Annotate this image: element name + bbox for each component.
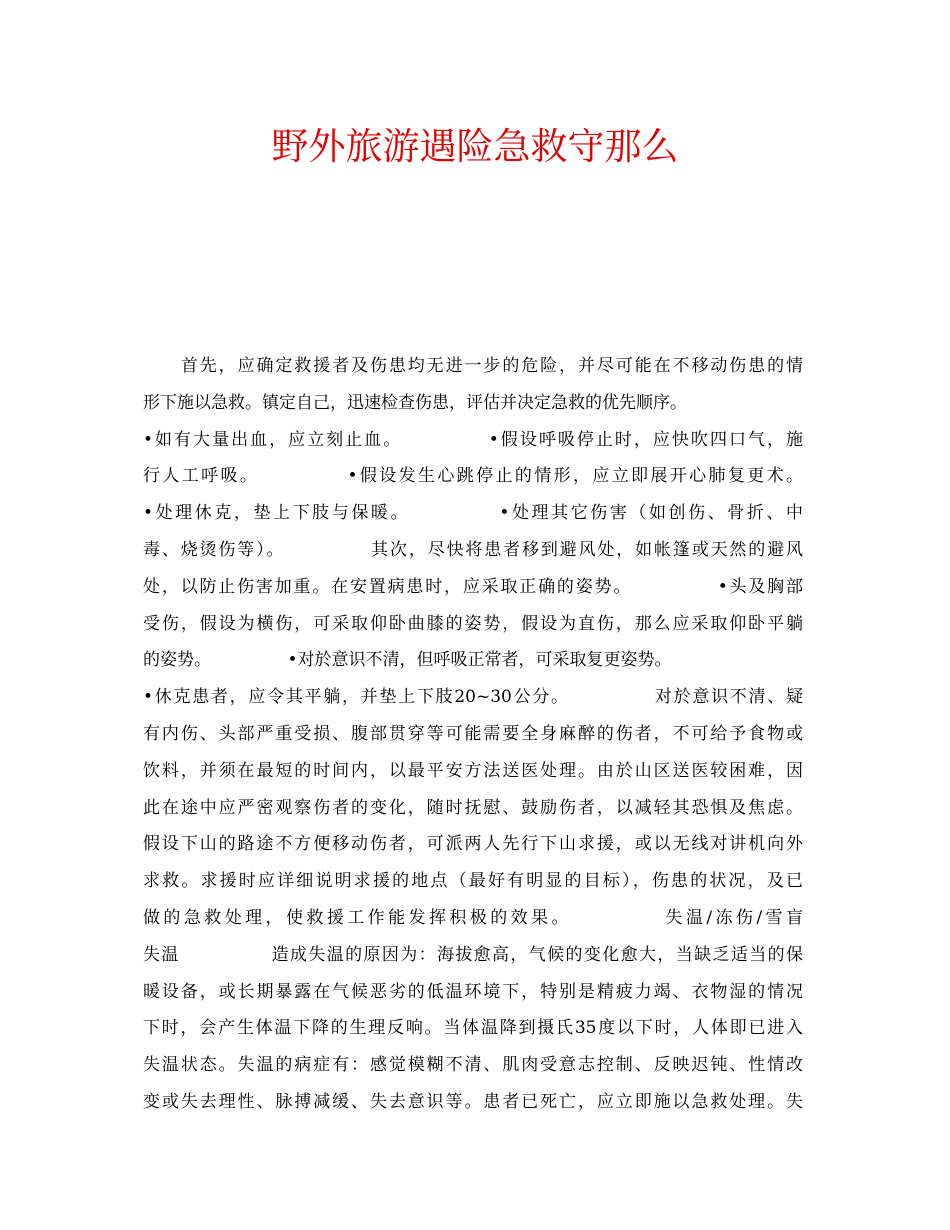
text-line: •休克患者，应令其平躺，并垫上下肢20~30公分。 对於意识不清、疑 <box>143 687 803 708</box>
document-title: 野外旅游遇险急救守那么 <box>271 125 679 168</box>
text-line: 求救。求援时应详细说明求援的地点（最好有明显的目标），伤患的状况，及已 <box>143 871 803 892</box>
text-line: •如有大量出血，应立刻止血。 •假设呼吸停止时，应快吹四口气，施 <box>143 429 803 450</box>
text-line: 首先，应确定救援者及伤患均无进一步的危险，并尽可能在不移动伤患的情 <box>143 356 803 376</box>
text-line: 的姿势。 •对於意识不清，但呼吸正常者，可采取复更姿势。 <box>143 650 672 671</box>
text-line: •处理休克，垫上下肢与保暖。 •处理其它伤害（如创伤、骨折、中 <box>143 503 803 524</box>
text-line: 此在途中应严密观察伤者的变化，随时抚慰、鼓励伤者，以减轻其恐惧及焦虑。 <box>143 797 803 818</box>
text-line: 有内伤、头部严重受损、腹部贯穿等可能需要全身麻醉的伤者，不可给予食物或 <box>143 723 803 744</box>
text-line: 受伤，假设为横伤，可采取仰卧曲膝的姿势，假设为直伤，那么应采取仰卧平躺 <box>143 613 803 634</box>
text-line: 假设下山的路途不方便移动伤者，可派两人先行下山求援，或以无线对讲机向外 <box>143 834 803 855</box>
text-line: 行人工呼吸。 •假设发生心跳停止的情形，应立即展开心肺复更术。 <box>143 466 803 487</box>
text-line: 处，以防止伤害加重。在安置病患时，应采取正确的姿势。 •头及胸部 <box>143 576 803 597</box>
text-line: 饮料，并须在最短的时间内，以最平安方法送医处理。由於山区送医较困难，因 <box>143 760 803 781</box>
text-line: 失温状态。失温的病症有：感觉模糊不清、肌肉受意志控制、反映迟钝、性情改 <box>143 1055 803 1076</box>
text-line: 失温 造成失温的原因为：海拔愈高，气候的变化愈大，当缺乏适当的保 <box>143 944 803 965</box>
text-line: 下时，会产生体温下降的生理反响。当体温降到摄氏35度以下时，人体即已进入 <box>143 1018 803 1039</box>
text-line: 做的急救处理，使救援工作能发挥积极的效果。 失温/冻伤/雪盲 <box>143 907 803 928</box>
text-line: 变或失去理性、脉搏减缓、失去意识等。患者已死亡，应立即施以急救处理。失 <box>143 1091 803 1112</box>
text-line: 形下施以急救。镇定自己，迅速检查伤患，评估并决定急救的优先顺序。 <box>143 392 687 413</box>
document-body <box>143 348 803 1121</box>
text-line: 毒、烧烫伤等）。 其次，尽快将患者移到避风处，如帐篷或天然的避风 <box>143 539 803 560</box>
text-line: 暖设备，或长期暴露在气候恶劣的低温环境下，特别是精疲力竭、衣物湿的情况 <box>143 981 803 1002</box>
